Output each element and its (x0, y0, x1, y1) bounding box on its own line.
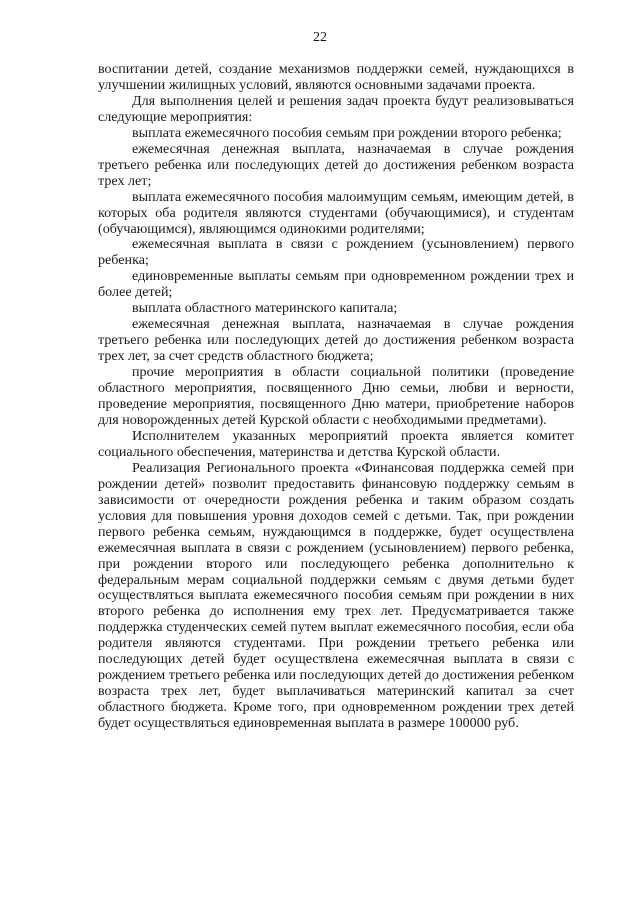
list-item: прочие мероприятия в области социальной политики (проведение областного мероприятия, посвященного Дню семьи, любви и верности, проведение мероприятия, посвященного Дню матери, приобретение наборов для новорожденных детей Курской области с необходимыми предметами). (98, 364, 574, 428)
list-item: единовременные выплаты семьям при одновременном рождении трех и более детей; (98, 268, 574, 301)
list-item: ежемесячная денежная выплата, назначаемая в случае рождения третьего ребенка или последующих детей до достижения ребенком возраста трех лет; (98, 140, 574, 189)
list-item: ежемесячная выплата в связи с рождением (усыновлением) первого ребенка; (98, 236, 574, 269)
paragraph: Исполнителем указанных мероприятий проекта является комитет социального обеспечения, материнства и детства Курской области. (98, 427, 574, 460)
body-text (98, 62, 574, 732)
list-item: выплата областного материнского капитала; (132, 300, 398, 317)
list-item: ежемесячная денежная выплата, назначаемая в случае рождения третьего ребенка или последующих детей до достижения ребенком возраста трех лет, за счет средств областного бюджета; (98, 316, 574, 365)
list-item: выплата ежемесячного пособия семьям при рождении второго ребенка; (132, 124, 562, 141)
paragraph: Реализация Регионального проекта «Финансовая поддержка семей при рождении детей» позволит предоставить финансовую поддержку семьям в зависимости от очередности рождения ребенка и таким образом создать условия для повышения уровня доходов семей с детьми. Так, при рождении первого ребенка семьям, нуждающимся в поддержке, будет осуществлена ежемесячная выплата в связи с рождением (усыновлением) первого ребенка, при рождении второго или последующего ребенка дополнительно к федеральным мерам социальной поддержки семьям с двумя детьми будет осуществляться выплата ежемесячного пособия семьям при рождении в них второго ребенка до исполнения ему трех лет. Предусматривается также поддержка студенческих семей путем выплат ежемесячного пособия, если оба родителя являются студентами. При рождении третьего ребенка или последующих детей будет осуществлена ежемесячная выплата в связи с рождением третьего ребенка или последующих детей до достижения ребенком возраста трех лет, будет выплачиваться материнский капитал за счет областного бюджета. Кроме того, при одновременном рождении трех детей будет осуществляться единовременная выплата в размере 100000 руб. (98, 459, 574, 732)
paragraph: воспитании детей, создание механизмов поддержки семей, нуждающихся в улучшении жилищных условий, являются основными задачами проекта. (98, 61, 574, 93)
page-number: 22 (313, 30, 327, 45)
list-item: выплата ежемесячного пособия малоимущим семьям, имеющим детей, в которых оба родителя являются студентами (обучающимися), и студентам (обучающимся), являющимся одинокими родителями; (98, 188, 574, 237)
paragraph: Для выполнения целей и решения задач проекта будут реализовываться следующие мероприятия: (98, 92, 574, 125)
